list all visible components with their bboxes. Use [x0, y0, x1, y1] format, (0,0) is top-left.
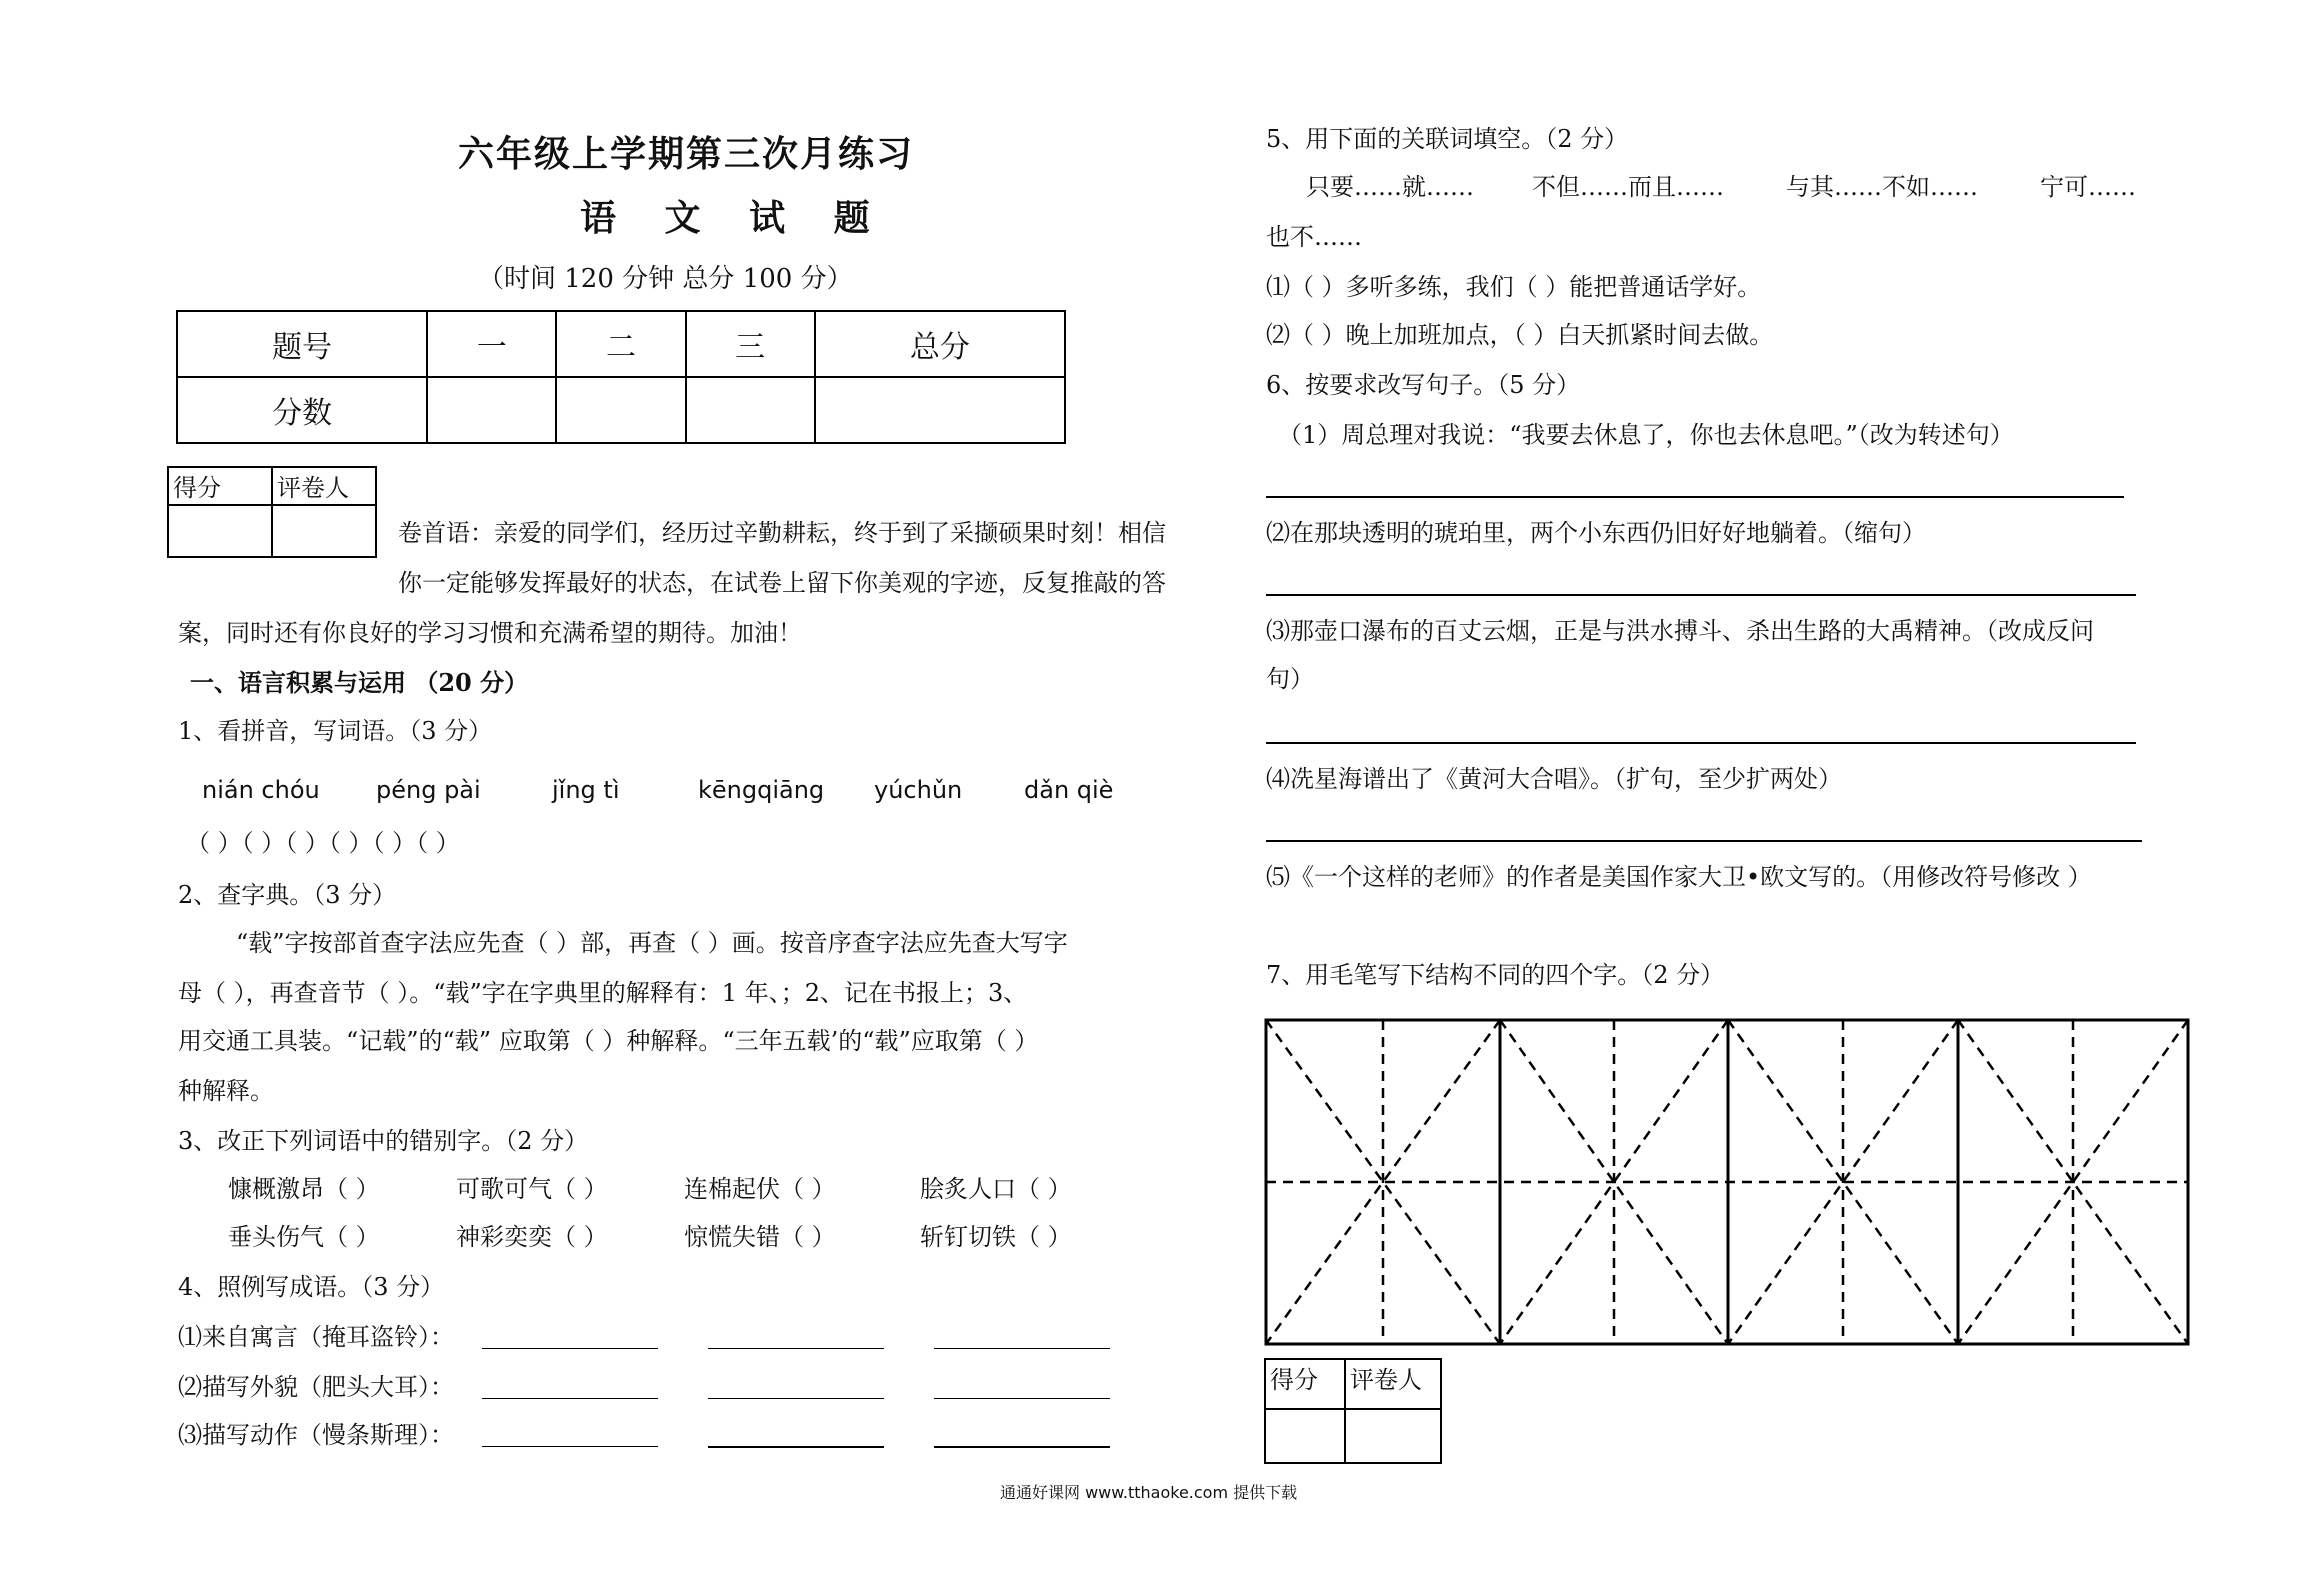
answer-line[interactable] [482, 1348, 658, 1349]
rewrite-prompt: ⑶那壶口瀑布的百丈云烟，正是与洪水搏斗、杀出生路的大禹精神。（改成反问 [1266, 617, 2094, 645]
subject-title: 语 文 试 题 [580, 197, 888, 239]
score-cell[interactable] [686, 377, 815, 443]
answer-line[interactable] [708, 1348, 884, 1349]
answer-line[interactable] [934, 1348, 1110, 1349]
correction-item[interactable]: 垂头伤气（ ） [228, 1223, 380, 1251]
score-table [176, 310, 1066, 444]
answer-brackets[interactable]: （ ）（ ）（ ）（ ）（ ）（ ） [186, 829, 460, 857]
grader-name-cell[interactable] [1345, 1409, 1441, 1463]
answer-line[interactable] [708, 1398, 884, 1399]
fill-sentence[interactable]: ⑵（ ）晚上加班加点，（ ）白天抓紧时间去做。 [1266, 321, 1774, 349]
page-title: 六年级上学期第三次月练习 [458, 133, 915, 175]
grader-name-label: 评卷人 [272, 467, 376, 505]
answer-line[interactable] [482, 1398, 658, 1399]
fill-sentence[interactable]: ⑴（ ）多听多练，我们（ ）能把普通话学好。 [1266, 273, 1762, 301]
question-text: 母（ ），再查音节（ ）。“载”字在字典里的解释有：1 年、；2、记在书报上；3、 [178, 979, 1028, 1007]
rewrite-prompt: 句） [1266, 665, 1314, 693]
conjunction-word: 宁可…… [2040, 173, 2136, 201]
correction-item[interactable]: 斩钉切铁（ ） [920, 1223, 1072, 1251]
question-title: 3、改正下列词语中的错别字。（2 分） [178, 1127, 589, 1155]
intro-line: 你一定能够发挥最好的状态，在试卷上留下你美观的字迹，反复推敲的答 [398, 569, 1166, 597]
grader-score-cell[interactable] [1265, 1409, 1345, 1463]
answer-line[interactable] [1266, 594, 2136, 596]
pinyin-item: dǎn qiè [1024, 776, 1114, 804]
score-cell[interactable] [815, 377, 1065, 443]
rewrite-prompt: （1）周总理对我说：“我要去休息了，你也去休息吧。”（改为转述句） [1278, 421, 2014, 449]
footer-text: 通通好课网 www.tthaoke.com 提供下载 [1000, 1483, 1298, 1502]
conjunction-word: 与其……不如…… [1786, 173, 1978, 201]
correction-item[interactable]: 脍炙人口（ ） [920, 1175, 1072, 1203]
grader-box [167, 466, 377, 558]
answer-line[interactable] [482, 1446, 658, 1447]
score-cell[interactable] [427, 377, 556, 443]
correction-item[interactable]: 连棉起伏（ ） [684, 1175, 836, 1203]
question-title: 2、查字典。（3 分） [178, 881, 397, 909]
question-title: 1、看拼音，写词语。（3 分） [178, 717, 493, 745]
question-title: 6、按要求改写句子。（5 分） [1266, 371, 1581, 399]
grader-score-cell[interactable] [168, 505, 272, 557]
question-title: 4、照例写成语。（3 分） [178, 1273, 445, 1301]
pinyin-item: nián chóu [202, 776, 320, 804]
conjunction-word: 只要……就…… [1306, 173, 1474, 201]
grader-box [1264, 1358, 1442, 1464]
pinyin-item: jǐng tì [552, 776, 620, 804]
question-text: 种解释。 [178, 1077, 274, 1105]
score-table-header-cell: 总分 [815, 311, 1065, 377]
correction-item[interactable]: 慷概激昂（ ） [228, 1175, 380, 1203]
answer-line[interactable] [1266, 840, 2142, 842]
answer-line[interactable] [708, 1446, 884, 1448]
conjunction-word: 不但……而且…… [1532, 173, 1724, 201]
score-row-label: 分数 [177, 377, 427, 443]
question-title: 7、用毛笔写下结构不同的四个字。（2 分） [1266, 961, 1725, 989]
grader-score-label: 得分 [1265, 1359, 1345, 1409]
rewrite-prompt: ⑵在那块透明的琥珀里，两个小东西仍旧好好地躺着。（缩句） [1266, 519, 1926, 547]
idiom-prompt: ⑶描写动作（慢条斯理）： [178, 1421, 454, 1449]
rewrite-prompt: ⑸《一个这样的老师》的作者是美国作家大卫•欧文写的。（用修改符号修改 ） [1266, 863, 2092, 891]
answer-line[interactable] [934, 1446, 1110, 1448]
question-title: 5、用下面的关联词填空。（2 分） [1266, 125, 1629, 153]
section-heading: 一、语言积累与运用 （20 分） [190, 668, 529, 697]
correction-item[interactable]: 惊慌失错（ ） [684, 1223, 836, 1251]
grader-score-label: 得分 [168, 467, 272, 505]
rewrite-prompt: ⑷冼星海谱出了《黄河大合唱》。（扩句，至少扩两处） [1266, 765, 1842, 793]
grader-name-cell[interactable] [272, 505, 376, 557]
score-table-header-cell: 三 [686, 311, 815, 377]
conjunction-word: 也不…… [1266, 223, 1362, 251]
score-cell[interactable] [556, 377, 685, 443]
calligraphy-grid[interactable] [1264, 1012, 2194, 1352]
answer-line[interactable] [1266, 496, 2124, 498]
score-table-header-cell: 一 [427, 311, 556, 377]
grader-name-label: 评卷人 [1345, 1359, 1441, 1409]
idiom-prompt: ⑵描写外貌（肥头大耳）： [178, 1373, 454, 1401]
pinyin-item: péng pài [376, 776, 481, 804]
pinyin-item: kēngqiāng [698, 776, 825, 804]
intro-line: 案，同时还有你良好的学习习惯和充满希望的期待。加油！ [178, 619, 802, 647]
time-info: （时间 120 分钟 总分 100 分） [478, 264, 853, 294]
pinyin-item: yúchǔn [874, 776, 963, 804]
score-table-header-cell: 题号 [177, 311, 427, 377]
intro-line: 卷首语：亲爱的同学们，经历过辛勤耕耘，终于到了采撷硕果时刻！相信 [398, 519, 1166, 547]
correction-item[interactable]: 神彩奕奕（ ） [456, 1223, 608, 1251]
question-text: “载”字按部首查字法应先查（ ）部，再查（ ）画。按音序查字法应先查大写字 [236, 929, 1068, 957]
question-text: 用交通工具装。“记载”的“载” 应取第（ ）种解释。“三年五载’的“载”应取第（ ） [178, 1027, 1039, 1055]
score-table-header-cell: 二 [556, 311, 685, 377]
answer-line[interactable] [1266, 742, 2136, 744]
idiom-prompt: ⑴来自寓言（掩耳盗铃）： [178, 1323, 454, 1351]
correction-item[interactable]: 可歌可气（ ） [456, 1175, 608, 1203]
answer-line[interactable] [934, 1398, 1110, 1399]
